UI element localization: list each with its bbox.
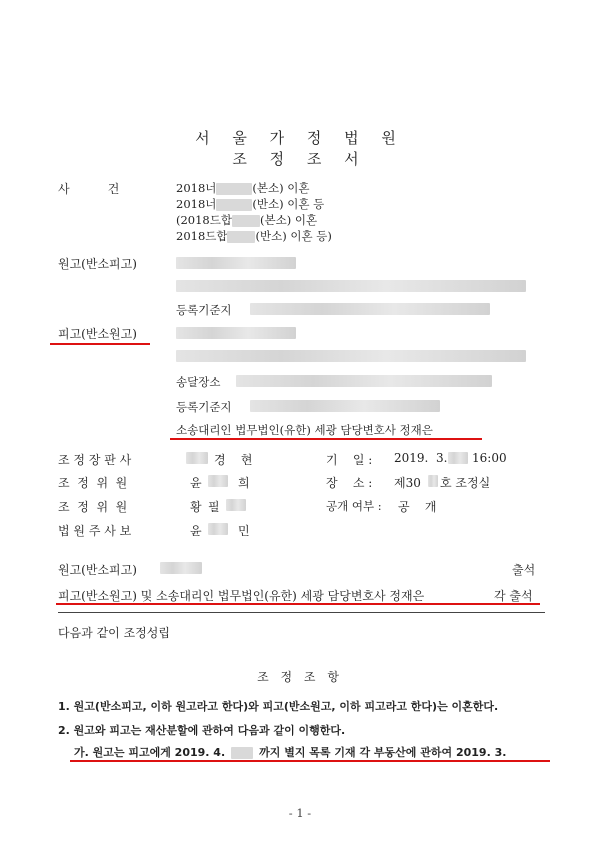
term-2a-underline (70, 760, 550, 762)
case-label: 사 건 (58, 182, 120, 196)
plaintiff-name-redacted (176, 257, 296, 269)
case-line-3: (2018드합 (본소) 이혼 (176, 213, 318, 227)
case-line-2: 2018너 (반소) 이혼 등 (176, 197, 325, 211)
defendant-reg-label: 등록기준지 (176, 400, 232, 414)
place-label: 장 소 : (326, 476, 373, 490)
defendant-service-label: 송달장소 (176, 375, 221, 389)
clerk-name-b: 민 (238, 524, 250, 538)
place-value-a: 제30 (394, 476, 421, 490)
judge-name-redacted (186, 452, 208, 464)
case-line-1: 2018너 (본소) 이혼 (176, 181, 310, 195)
member2-name-a: 황 (190, 500, 202, 514)
defendant-address-redacted (176, 350, 526, 362)
defendant-label: 피고(반소원고) (58, 327, 137, 341)
attorney-underline (170, 438, 482, 440)
member1-name-a: 윤 (190, 476, 202, 490)
member1-name-redacted (208, 475, 228, 487)
agreement-note: 다음과 같이 조정성립 (58, 626, 170, 640)
member2-name-b: 필 (208, 500, 220, 514)
attendance-plaintiff-label: 원고(반소피고) (58, 563, 137, 577)
court-name: 서 울 가 정 법 원 (195, 129, 405, 147)
clerk-name-redacted (208, 523, 228, 535)
page-number: - 1 - (288, 806, 312, 820)
clerk-label: 법 원 주 사 보 (58, 524, 132, 538)
public-label: 공개 여부 : (326, 499, 382, 513)
place-value-b: 호 조정실 (440, 476, 491, 490)
date-value: 2019. 3. (394, 451, 448, 465)
defendant-name-redacted (176, 327, 296, 339)
member1-label: 조 정 위 원 (58, 476, 128, 490)
term-2: 2. 원고와 피고는 재산분할에 관하여 다음과 같이 이행한다. (58, 724, 346, 737)
plaintiff-address-redacted (176, 280, 526, 292)
attendance-plaintiff-redacted (160, 562, 202, 574)
clerk-name-a: 윤 (190, 524, 202, 538)
defendant-underline (50, 343, 150, 345)
plaintiff-label: 원고(반소피고) (58, 257, 137, 271)
place-redacted (428, 475, 438, 487)
public-value: 공 개 (398, 500, 437, 514)
attendance-defendant-line: 피고(반소원고) 및 소송대리인 법무법인(유한) 세광 담당변호사 정재은 (58, 589, 425, 603)
attendance-underline (56, 603, 540, 605)
judge-label: 조 정 장 판 사 (58, 453, 132, 467)
judge-name: 경 현 (214, 453, 253, 467)
defendant-attorney: 소송대리인 법무법인(유한) 세광 담당변호사 정재은 (176, 423, 433, 437)
plaintiff-reg-redacted (250, 303, 490, 315)
terms-heading: 조 정 조 항 (257, 670, 343, 684)
plaintiff-reg-label: 등록기준지 (176, 303, 232, 317)
document-title: 조 정 조 서 (232, 150, 368, 168)
term-1: 1. 원고(반소피고, 이하 원고라고 한다)와 피고(반소원고, 이하 피고라고 한다)는 이혼한다. (58, 700, 499, 713)
defendant-service-redacted (236, 375, 492, 387)
date-label: 기 일 : (326, 453, 373, 467)
attendance-plaintiff-status: 출석 (512, 563, 536, 577)
member1-name-b: 희 (238, 476, 250, 490)
term-2a: 가. 원고는 피고에게 2019. 4. 까지 별지 목록 기재 각 부동산에 관하여 2019. 3. (74, 746, 507, 759)
defendant-reg-redacted (250, 400, 440, 412)
member2-name-redacted (226, 499, 246, 511)
member2-label: 조 정 위 원 (58, 500, 128, 514)
date-day-redacted (448, 452, 468, 464)
divider (58, 612, 545, 613)
session-time: 16:00 (472, 451, 507, 465)
attendance-defendant-status: 각 출석 (494, 589, 533, 603)
case-line-4: 2018드합 (반소) 이혼 등) (176, 229, 332, 243)
